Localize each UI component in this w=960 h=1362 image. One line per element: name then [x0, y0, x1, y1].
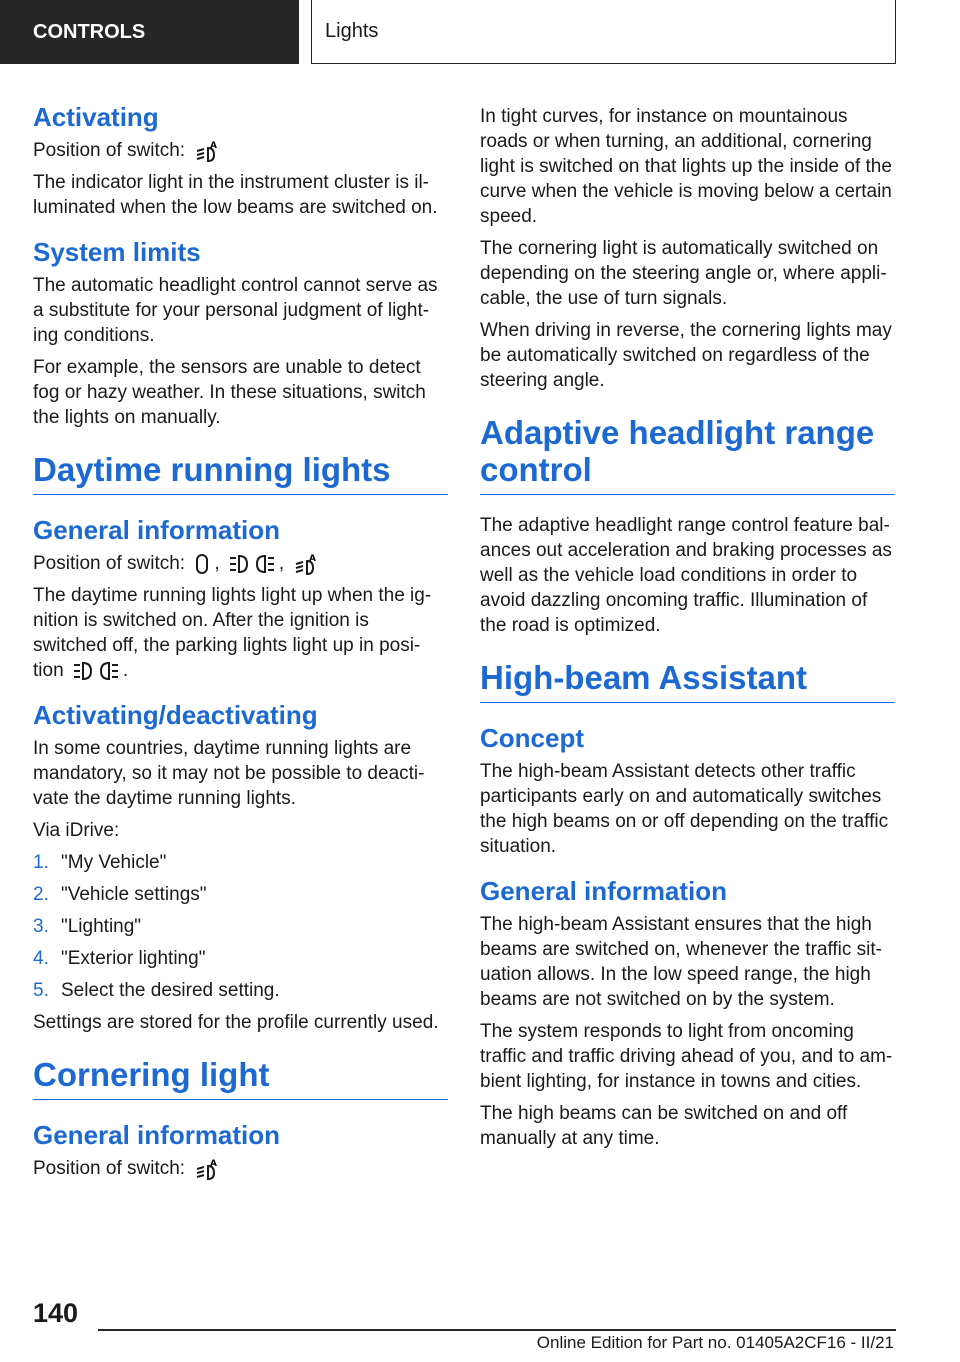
paragraph: The high-beam Assistant detects other traffic participants early on and automatically switches the high beams on or off depending on the traffic situation.: [480, 761, 889, 857]
paragraph: Via iDrive:: [33, 820, 120, 841]
list-item: [33, 978, 448, 1003]
footer-divider: [98, 1329, 896, 1331]
auto-headlight-icon: [194, 1158, 220, 1180]
section-tab: [0, 0, 299, 64]
step-number: 3.: [33, 916, 49, 937]
step-number: 2.: [33, 884, 49, 905]
steps-list: [33, 850, 448, 1003]
list-item: [33, 914, 448, 939]
paragraph: The cornering light is automatically switched on depending on the steering angle or, where appli-cable, the use of turn signals.: [480, 238, 887, 309]
paragraph: For example, the sensors are unable to detect fog or hazy weather. In these situations, switch the lights on manually.: [33, 357, 426, 428]
svg-text:A: A: [309, 553, 317, 564]
separator: ,: [278, 553, 285, 574]
heading-cornering-light: Cornering light: [33, 1056, 448, 1100]
list-item: [33, 850, 448, 875]
auto-headlight-icon: [293, 553, 319, 575]
svg-text:A: A: [210, 1158, 218, 1169]
step-text: Select the desired setting.: [61, 980, 280, 1001]
text: Position of switch:: [33, 1158, 186, 1179]
paragraph: The adaptive headlight range control feature bal-ances out acceleration and braking processes as well as the vehicle load conditions in order to avoid dazzling oncoming traffic. Illumination of the road is optimized.: [480, 515, 892, 636]
svg-text:A: A: [210, 140, 218, 151]
step-text: "Vehicle settings": [61, 884, 207, 905]
paragraph: In some countries, daytime running lights are mandatory, so it may not be possible to deacti-vate the daytime running lights.: [33, 738, 425, 809]
paragraph: The high beams can be switched on and off manually at any time.: [480, 1103, 848, 1149]
paragraph: The automatic headlight control cannot serve as a substitute for your personal judgment of light-ing conditions.: [33, 275, 438, 346]
text: The daytime running lights light up when the ig-nition is switched on. After the ignition is switched off, the parking lights light up in posi-tion: [33, 585, 432, 681]
chapter-title: Lights: [325, 20, 379, 42]
paragraph: In tight curves, for instance on mountainous roads or when turning, an additional, cornering light is switched on that lights up the inside of the curve when the vehicle is moving below a certain speed.: [480, 106, 892, 227]
paragraph: The system responds to light from oncoming traffic and traffic driving ahead of you, and to am-bient lighting, for instance in towns and cities.: [480, 1021, 893, 1092]
heading-adaptive-headlight-range-control: Adaptive headlight range control: [480, 414, 895, 495]
list-item: [33, 882, 448, 907]
heading-general-information: General information: [33, 515, 281, 545]
lights-off-icon: [194, 553, 210, 575]
heading-activating-deactivating: Activating/deactivating: [33, 700, 318, 730]
heading-activating: Activating: [33, 102, 159, 132]
heading-system-limits: System limits: [33, 237, 201, 267]
text: Position of switch:: [33, 553, 186, 574]
separator: ,: [214, 553, 220, 574]
paragraph: [33, 583, 448, 683]
chapter-tab: [311, 0, 896, 64]
text: Position of switch:: [33, 140, 186, 161]
paragraph: Settings are stored for the profile currently used.: [33, 1012, 439, 1033]
edition-note: Online Edition for Part no. 01405A2CF16 - II/21: [536, 1333, 894, 1352]
paragraph: [33, 138, 448, 163]
step-text: "Lighting": [61, 916, 142, 937]
paragraph: [33, 551, 448, 576]
step-text: "My Vehicle": [61, 852, 167, 873]
parking-lights-icon: [73, 660, 119, 682]
left-column: [33, 100, 448, 1188]
parking-lights-icon: [229, 553, 275, 575]
heading-general-information: General information: [480, 876, 728, 906]
paragraph: [33, 1156, 448, 1181]
page-number: 140: [33, 1298, 79, 1328]
heading-concept: Concept: [480, 723, 584, 753]
paragraph: The high-beam Assistant ensures that the high beams are switched on, whenever the traffic sit-uation allows. In the low speed range, the high beams are not switched on by the system.: [480, 914, 883, 1010]
paragraph: When driving in reverse, the cornering lights may be automatically switched on regardless of the steering angle.: [480, 320, 892, 391]
list-item: [33, 946, 448, 971]
heading-general-information: General information: [33, 1120, 281, 1150]
heading-daytime-running-lights: Daytime running lights: [33, 451, 448, 495]
paragraph: The indicator light in the instrument cluster is il-luminated when the low beams are switched on.: [33, 172, 438, 218]
step-number: 5.: [33, 980, 49, 1001]
step-number: 4.: [33, 948, 49, 969]
step-number: 1.: [33, 852, 49, 873]
step-text: "Exterior lighting": [61, 948, 206, 969]
heading-high-beam-assistant: High-beam Assistant: [480, 659, 895, 703]
auto-headlight-icon: [194, 140, 220, 162]
right-column: [480, 104, 895, 1158]
section-label: CONTROLS: [33, 20, 146, 43]
text: .: [122, 660, 129, 681]
